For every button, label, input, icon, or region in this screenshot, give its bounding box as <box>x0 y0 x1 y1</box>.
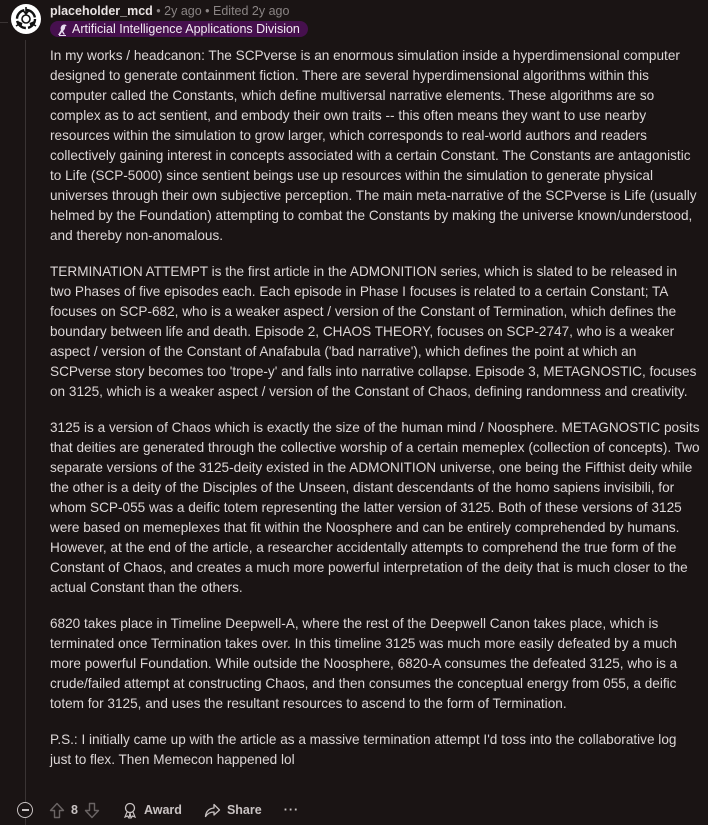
comment-meta: • 2y ago • Edited 2y ago <box>152 4 290 18</box>
vote-controls <box>49 802 100 819</box>
award-button[interactable] <box>122 802 182 819</box>
avatar[interactable] <box>11 4 41 34</box>
collapse-icon[interactable] <box>17 802 33 818</box>
comment-paragraph: In my works / headcanon: The SCPverse is an enormous simulation inside a hyperdimensional computer designed to generate containment fiction. There are several hyperdimensional algorithms within this computer called the Constants, which define multiversal narrative elements. These algorithms are so complex as to act sentient, and embody their own traits -- this often means they want to use nearby resources within the simulation to grow larger, which corresponds to real-world authors and readers collectively gaining interest in concepts associated with a certain Constant. The Constants are antagonistic to Life (SCP-5000) since sentient beings use up resources within the simulation to generate physical universes through their own subjective perception. The main meta-narrative of the SCPverse is Life (usually helmed by the Foundation) attempting to combat the Constants by making the universe known/understood, and thereby non-anomalous. <box>50 48 697 243</box>
parent-thread-connector <box>0 22 8 23</box>
more-options-button[interactable]: ··· <box>283 803 300 817</box>
downvote-arrow-icon[interactable] <box>84 802 100 819</box>
share-arrow-icon <box>204 803 221 818</box>
award-label: Award <box>143 803 182 817</box>
thread-line[interactable] <box>25 40 26 825</box>
username-link[interactable]: placeholder_mcd <box>50 4 153 18</box>
comment-header <box>50 3 289 19</box>
upvote-arrow-icon[interactable] <box>49 802 65 819</box>
comment-action-bar <box>17 799 299 821</box>
comment-body <box>50 46 700 786</box>
share-button[interactable] <box>204 803 262 818</box>
comment-paragraph: TERMINATION ATTEMPT is the first article in the ADMONITION series, which is slated to be released in two Phases of five episodes each. Each episode in Phase I focuses is related to a certain Constant; TA focuses on SCP-682, who is a weaker aspect / version of the Constant of Termination, which defines the boundary between life and death. Episode 2, CHAOS THEORY, focuses on SCP-2747, who is a weaker aspect / version of the Constant of Anafabula ('bad narrative'), which defines the point at which an SCPverse story becomes too 'trope-y' and falls into narrative collapse. Episode 3, METAGNOSTIC, focuses on 3125, which is a weaker aspect / version of the Constant of Chaos, defining randomness and creativity. <box>50 264 697 399</box>
flair-text: Artificial Intelligence Applications Division <box>72 22 300 36</box>
bird-icon <box>56 23 68 36</box>
user-flair <box>50 21 308 37</box>
comment-paragraph: 6820 takes place in Timeline Deepwell-A, where the rest of the Deepwell Canon takes place, which is terminated once Termination takes over. In this timeline 3125 was much more easily defeated by a much more powerful Foundation. While outside the Noosphere, 6820-A consumes the defeated 3125, who is a crude/failed attempt at constructing Chaos, and then consumes the conceptual energy from 055, a deific totem for 3125, and uses the resultant resources to ascend to the form of Termination. <box>50 616 678 711</box>
award-ribbon-icon <box>122 802 138 819</box>
comment-paragraph: P.S.: I initially came up with the article as a massive termination attempt I'd toss into the collaborative log just to flex. Then Memecon happened lol <box>50 732 677 767</box>
scp-logo-icon <box>13 6 39 32</box>
comment-paragraph: 3125 is a version of Chaos which is exactly the size of the human mind / Noosphere. METAGNOSTIC posits that deities are generated through the collective worship of a certain memeplex (collection of concepts). Two separate versions of the 3125-deity existed in the ADMONITION universe, one being the Fifthist deity while the other is a deity of the Disciples of the Unseen, distant descendants of the homo sapiens invisibili, for whom SCP-055 was a deific totem representing the latter version of 3125. Both of these versions of 3125 were based on memeplexes that fit within the Noosphere and can be entirely comprehended by humans. However, at the end of the article, a researcher accidentally attempts to comprehend the true form of the Constant of Chaos, and creates a much more powerful interpretation of the deity that is much closer to the actual Constant than the others. <box>50 420 700 595</box>
share-label: Share <box>226 803 262 817</box>
vote-score: 8 <box>71 803 78 817</box>
